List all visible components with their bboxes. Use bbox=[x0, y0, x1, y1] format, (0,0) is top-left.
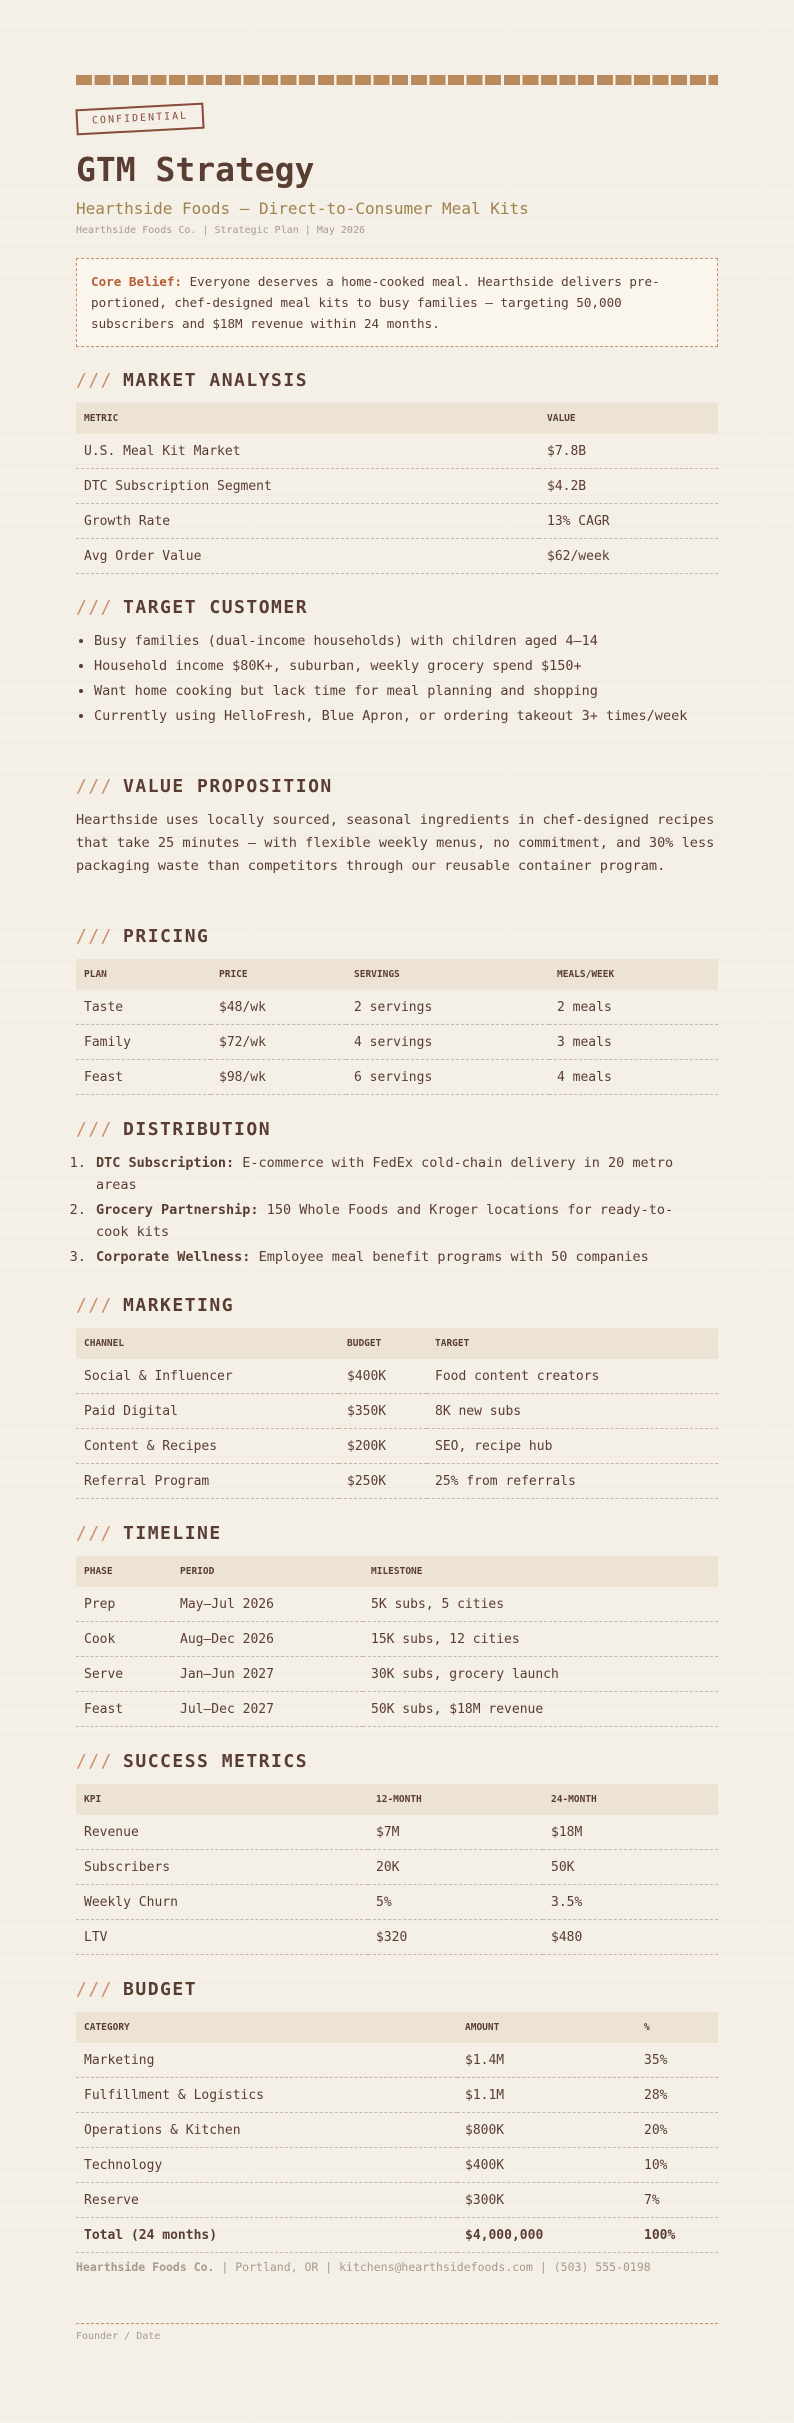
table-cell: Jul–Dec 2027 bbox=[172, 1692, 363, 1727]
list-item-label: DTC Subscription: bbox=[96, 1155, 235, 1171]
list-item: • Want home cooking but lack time for meal planning and shopping bbox=[94, 680, 704, 702]
table-cell: $400K bbox=[339, 1359, 427, 1394]
section-slash: /// bbox=[76, 926, 114, 947]
section-title: TARGET CUSTOMER bbox=[123, 597, 309, 618]
section-title: PRICING bbox=[123, 926, 210, 947]
table-cell: $200K bbox=[339, 1429, 427, 1464]
table-cell: $98/wk bbox=[211, 1060, 346, 1095]
table-header: VALUE bbox=[539, 403, 718, 434]
table-cell: SEO, recipe hub bbox=[427, 1429, 718, 1464]
value-proposition-text: Hearthside uses locally sourced, seasonal ingredients in chef-designed recipes that take 25 minutes — with flexible weekly menus, no commitment, and 30% less packaging waste than competitors through our reusable container program. bbox=[76, 812, 715, 874]
customer-list bbox=[76, 630, 704, 730]
table-row bbox=[76, 990, 718, 1025]
table-cell: Growth Rate bbox=[76, 504, 539, 539]
table-cell: Prep bbox=[76, 1587, 172, 1622]
table-header: BUDGET bbox=[339, 1328, 427, 1359]
decorative-stripe bbox=[76, 75, 718, 85]
table-row bbox=[76, 539, 718, 574]
table-row bbox=[76, 2183, 718, 2218]
table-row bbox=[76, 2148, 718, 2183]
footer-company: Hearthside Foods Co. bbox=[76, 2260, 215, 2274]
marketing-table bbox=[76, 1328, 718, 1499]
list-item-text: Employee meal benefit programs with 50 companies bbox=[250, 1249, 649, 1265]
table-cell: $7.8B bbox=[539, 434, 718, 469]
table-cell: 100% bbox=[636, 2218, 718, 2253]
table-cell: $62/week bbox=[539, 539, 718, 574]
section-slash: /// bbox=[76, 1523, 114, 1544]
table-total-row bbox=[76, 2218, 718, 2253]
section-title: MARKET ANALYSIS bbox=[123, 370, 309, 391]
table-cell: $4.2B bbox=[539, 469, 718, 504]
confidential-stamp: CONFIDENTIAL bbox=[75, 103, 204, 136]
section-title: BUDGET bbox=[123, 1979, 198, 2000]
table-cell: 2 servings bbox=[346, 990, 549, 1025]
table-cell: $300K bbox=[457, 2183, 636, 2218]
table-row bbox=[76, 1060, 718, 1095]
table-cell: $7M bbox=[368, 1815, 543, 1850]
table-row bbox=[76, 1587, 718, 1622]
table-row bbox=[76, 2078, 718, 2113]
table-cell: $350K bbox=[339, 1394, 427, 1429]
table-header: AMOUNT bbox=[457, 2012, 636, 2043]
table-cell: Jan–Jun 2027 bbox=[172, 1657, 363, 1692]
table-cell: 50K subs, $18M revenue bbox=[363, 1692, 718, 1727]
table-row bbox=[76, 1815, 718, 1850]
section-heading-budget bbox=[76, 1979, 197, 2000]
section-slash: /// bbox=[76, 370, 114, 391]
table-cell: Technology bbox=[76, 2148, 457, 2183]
table-header: CHANNEL bbox=[76, 1328, 339, 1359]
table-cell: 7% bbox=[636, 2183, 718, 2218]
table-cell: May–Jul 2026 bbox=[172, 1587, 363, 1622]
table-row bbox=[76, 1622, 718, 1657]
table-cell: 3.5% bbox=[543, 1885, 718, 1920]
table-cell: 10% bbox=[636, 2148, 718, 2183]
table-cell: 4 meals bbox=[549, 1060, 718, 1095]
footer-contact bbox=[76, 2260, 651, 2274]
section-heading-marketing bbox=[76, 1295, 234, 1316]
table-cell: Cook bbox=[76, 1622, 172, 1657]
section-title: SUCCESS METRICS bbox=[123, 1751, 309, 1772]
table-cell: 50K bbox=[543, 1850, 718, 1885]
table-header: SERVINGS bbox=[346, 959, 549, 990]
table-header: TARGET bbox=[427, 1328, 718, 1359]
table-cell: $800K bbox=[457, 2113, 636, 2148]
table-header: CATEGORY bbox=[76, 2012, 457, 2043]
table-cell: 5K subs, 5 cities bbox=[363, 1587, 718, 1622]
table-row bbox=[76, 1025, 718, 1060]
table-cell: 4 servings bbox=[346, 1025, 549, 1060]
table-cell: $480 bbox=[543, 1920, 718, 1955]
list-item bbox=[94, 1246, 704, 1268]
timeline-table bbox=[76, 1556, 718, 1727]
table-cell: $1.4M bbox=[457, 2043, 636, 2078]
signature-line bbox=[76, 2323, 718, 2324]
section-title: TIMELINE bbox=[123, 1523, 222, 1544]
distribution-list bbox=[76, 1152, 704, 1271]
table-row bbox=[76, 1464, 718, 1499]
table-cell: $48/wk bbox=[211, 990, 346, 1025]
list-item-text: 150 Whole Foods and Kroger locations for ready-to-cook kits bbox=[96, 1202, 674, 1240]
table-cell: 15K subs, 12 cities bbox=[363, 1622, 718, 1657]
table-cell: Revenue bbox=[76, 1815, 368, 1850]
table-row bbox=[76, 1920, 718, 1955]
table-cell: $320 bbox=[368, 1920, 543, 1955]
section-heading-distribution bbox=[76, 1119, 271, 1140]
footer-details: | Portland, OR | kitchens@hearthsidefoods.com | (503) 555-0198 bbox=[214, 2260, 651, 2274]
list-item-label: Corporate Wellness: bbox=[96, 1249, 251, 1265]
table-row bbox=[76, 2043, 718, 2078]
budget-table bbox=[76, 2012, 718, 2253]
table-cell: Content & Recipes bbox=[76, 1429, 339, 1464]
section-heading-market bbox=[76, 370, 308, 391]
table-cell: 6 servings bbox=[346, 1060, 549, 1095]
table-row bbox=[76, 2113, 718, 2148]
table-header: METRIC bbox=[76, 403, 539, 434]
table-cell: Subscribers bbox=[76, 1850, 368, 1885]
table-header: PLAN bbox=[76, 959, 211, 990]
section-heading-timeline bbox=[76, 1523, 222, 1544]
page-subtitle: Hearthside Foods — Direct-to-Consumer Meal Kits bbox=[76, 199, 529, 218]
signature-label: Founder / Date bbox=[76, 2331, 161, 2342]
table-cell: Total (24 months) bbox=[76, 2218, 457, 2253]
pricing-table bbox=[76, 959, 718, 1095]
metrics-table bbox=[76, 1784, 718, 1955]
table-row bbox=[76, 1394, 718, 1429]
table-cell: Serve bbox=[76, 1657, 172, 1692]
page-title: GTM Strategy bbox=[76, 150, 315, 189]
table-cell: 35% bbox=[636, 2043, 718, 2078]
table-header: KPI bbox=[76, 1784, 368, 1815]
section-heading-metrics bbox=[76, 1751, 308, 1772]
table-cell: 20% bbox=[636, 2113, 718, 2148]
table-cell: DTC Subscription Segment bbox=[76, 469, 539, 504]
table-cell: $4,000,000 bbox=[457, 2218, 636, 2253]
table-cell: Family bbox=[76, 1025, 211, 1060]
table-header: PRICE bbox=[211, 959, 346, 990]
table-cell: 5% bbox=[368, 1885, 543, 1920]
section-slash: /// bbox=[76, 776, 114, 797]
table-cell: $400K bbox=[457, 2148, 636, 2183]
table-cell: 28% bbox=[636, 2078, 718, 2113]
table-header: PHASE bbox=[76, 1556, 172, 1587]
table-cell: Taste bbox=[76, 990, 211, 1025]
table-cell: Paid Digital bbox=[76, 1394, 339, 1429]
core-belief-box bbox=[76, 258, 718, 347]
table-header: 24-MONTH bbox=[543, 1784, 718, 1815]
table-cell: Referral Program bbox=[76, 1464, 339, 1499]
table-cell: U.S. Meal Kit Market bbox=[76, 434, 539, 469]
core-belief-label: Core Belief: bbox=[91, 274, 182, 289]
section-heading-value bbox=[76, 776, 333, 797]
section-heading-pricing bbox=[76, 926, 209, 947]
list-item bbox=[94, 1152, 704, 1196]
list-item-label: Grocery Partnership: bbox=[96, 1202, 259, 1218]
table-cell: 8K new subs bbox=[427, 1394, 718, 1429]
table-cell: Marketing bbox=[76, 2043, 457, 2078]
table-cell: $72/wk bbox=[211, 1025, 346, 1060]
section-title: DISTRIBUTION bbox=[123, 1119, 272, 1140]
section-slash: /// bbox=[76, 1295, 114, 1316]
table-row bbox=[76, 1359, 718, 1394]
market-table bbox=[76, 403, 718, 574]
table-cell: Fulfillment & Logistics bbox=[76, 2078, 457, 2113]
table-cell: 25% from referrals bbox=[427, 1464, 718, 1499]
table-cell: Reserve bbox=[76, 2183, 457, 2218]
table-cell: Aug–Dec 2026 bbox=[172, 1622, 363, 1657]
table-cell: 30K subs, grocery launch bbox=[363, 1657, 718, 1692]
table-header: MILESTONE bbox=[363, 1556, 718, 1587]
list-item: • Household income $80K+, suburban, weekly grocery spend $150+ bbox=[94, 655, 704, 677]
table-row bbox=[76, 504, 718, 539]
table-header: PERIOD bbox=[172, 1556, 363, 1587]
list-item: • Currently using HelloFresh, Blue Apron, or ordering takeout 3+ times/week bbox=[94, 705, 704, 727]
table-row bbox=[76, 469, 718, 504]
core-belief-text: Everyone deserves a home-cooked meal. Hearthside delivers pre-portioned, chef-designed meal kits to busy families — targeting 50,000 subscribers and $18M revenue within 24 months. bbox=[91, 274, 660, 331]
table-cell: Weekly Churn bbox=[76, 1885, 368, 1920]
table-row bbox=[76, 1429, 718, 1464]
table-cell: Feast bbox=[76, 1692, 172, 1727]
table-cell: LTV bbox=[76, 1920, 368, 1955]
table-cell: Food content creators bbox=[427, 1359, 718, 1394]
table-header: % bbox=[636, 2012, 718, 2043]
table-header: 12-MONTH bbox=[368, 1784, 543, 1815]
table-cell: $250K bbox=[339, 1464, 427, 1499]
table-cell: Operations & Kitchen bbox=[76, 2113, 457, 2148]
section-heading-customer bbox=[76, 597, 308, 618]
table-cell: 20K bbox=[368, 1850, 543, 1885]
table-cell: Social & Influencer bbox=[76, 1359, 339, 1394]
list-item bbox=[94, 1199, 704, 1243]
list-item: • Busy families (dual-income households) with children aged 4–14 bbox=[94, 630, 704, 652]
table-row bbox=[76, 1885, 718, 1920]
table-cell: 3 meals bbox=[549, 1025, 718, 1060]
table-row bbox=[76, 1692, 718, 1727]
table-header: MEALS/WEEK bbox=[549, 959, 718, 990]
section-slash: /// bbox=[76, 1751, 114, 1772]
section-slash: /// bbox=[76, 1119, 114, 1140]
table-cell: $1.1M bbox=[457, 2078, 636, 2113]
section-title: MARKETING bbox=[123, 1295, 235, 1316]
section-title: VALUE PROPOSITION bbox=[123, 776, 333, 797]
table-row bbox=[76, 434, 718, 469]
section-slash: /// bbox=[76, 1979, 114, 2000]
table-cell: 2 meals bbox=[549, 990, 718, 1025]
table-row bbox=[76, 1850, 718, 1885]
table-cell: 13% CAGR bbox=[539, 504, 718, 539]
table-cell: Feast bbox=[76, 1060, 211, 1095]
list-item-text: E-commerce with FedEx cold-chain delivery in 20 metro areas bbox=[96, 1155, 674, 1193]
document-meta: Hearthside Foods Co. | Strategic Plan | May 2026 bbox=[76, 225, 365, 236]
section-slash: /// bbox=[76, 597, 114, 618]
table-row bbox=[76, 1657, 718, 1692]
table-cell: Avg Order Value bbox=[76, 539, 539, 574]
table-cell: $18M bbox=[543, 1815, 718, 1850]
